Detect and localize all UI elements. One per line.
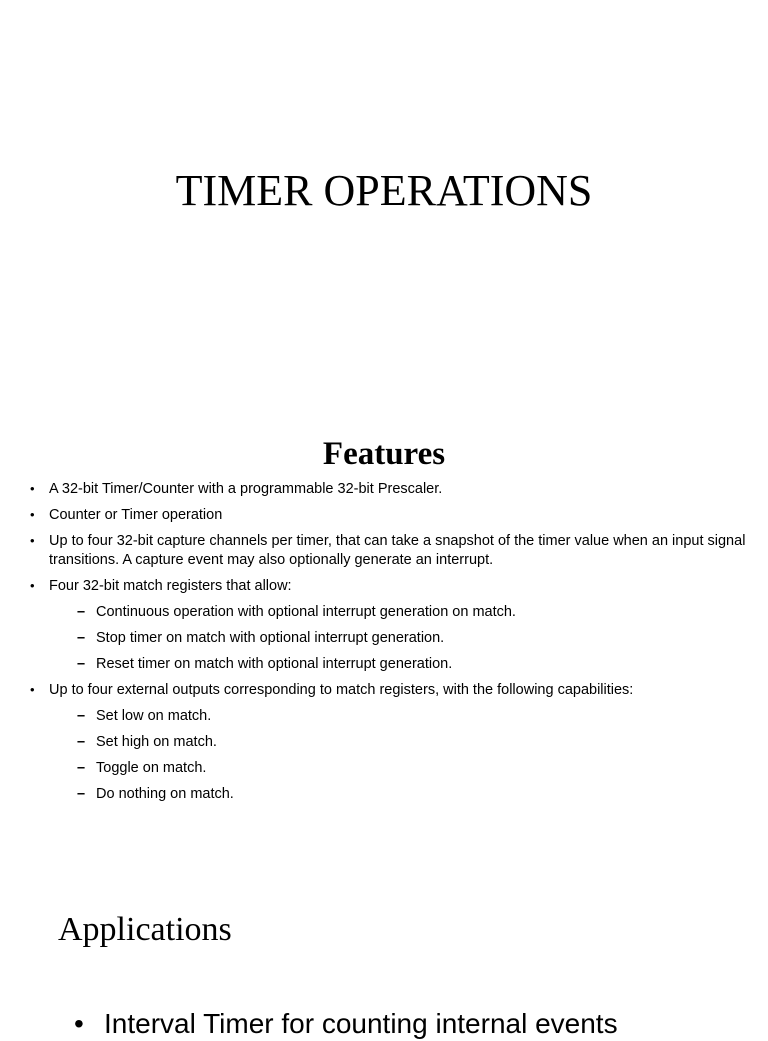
list-item: • Counter or Timer operation (30, 506, 750, 525)
list-item: • Up to four external outputs corresponding to match registers, with the following capabilities: (30, 681, 750, 700)
sub-list-item: – Do nothing on match. (30, 785, 750, 804)
page-title: TIMER OPERATIONS (175, 166, 593, 215)
sub-list-item: – Set low on match. (30, 707, 750, 726)
application-item (74, 1007, 618, 1041)
features-heading: Features (322, 436, 446, 472)
application-item-text: Interval Timer for counting internal events (104, 1008, 618, 1039)
sub-list-item: – Set high on match. (30, 733, 750, 752)
applications-heading: Applications (58, 911, 232, 948)
list-item: • Up to four 32-bit capture channels per timer, that can take a snapshot of the timer value when an input signal transitions. A capture event may also optionally generate an interrupt. (30, 532, 750, 570)
list-item: • A 32-bit Timer/Counter with a programmable 32-bit Prescaler. (30, 480, 750, 499)
bullet-icon: • (74, 1008, 84, 1039)
sub-list-item: – Reset timer on match with optional interrupt generation. (30, 655, 750, 674)
sub-list-item: – Continuous operation with optional interrupt generation on match. (30, 603, 750, 622)
list-item: • Four 32-bit match registers that allow: (30, 577, 750, 596)
sub-list-item: – Toggle on match. (30, 759, 750, 778)
sub-list-item: – Stop timer on match with optional interrupt generation. (30, 629, 750, 648)
features-list (30, 480, 750, 811)
